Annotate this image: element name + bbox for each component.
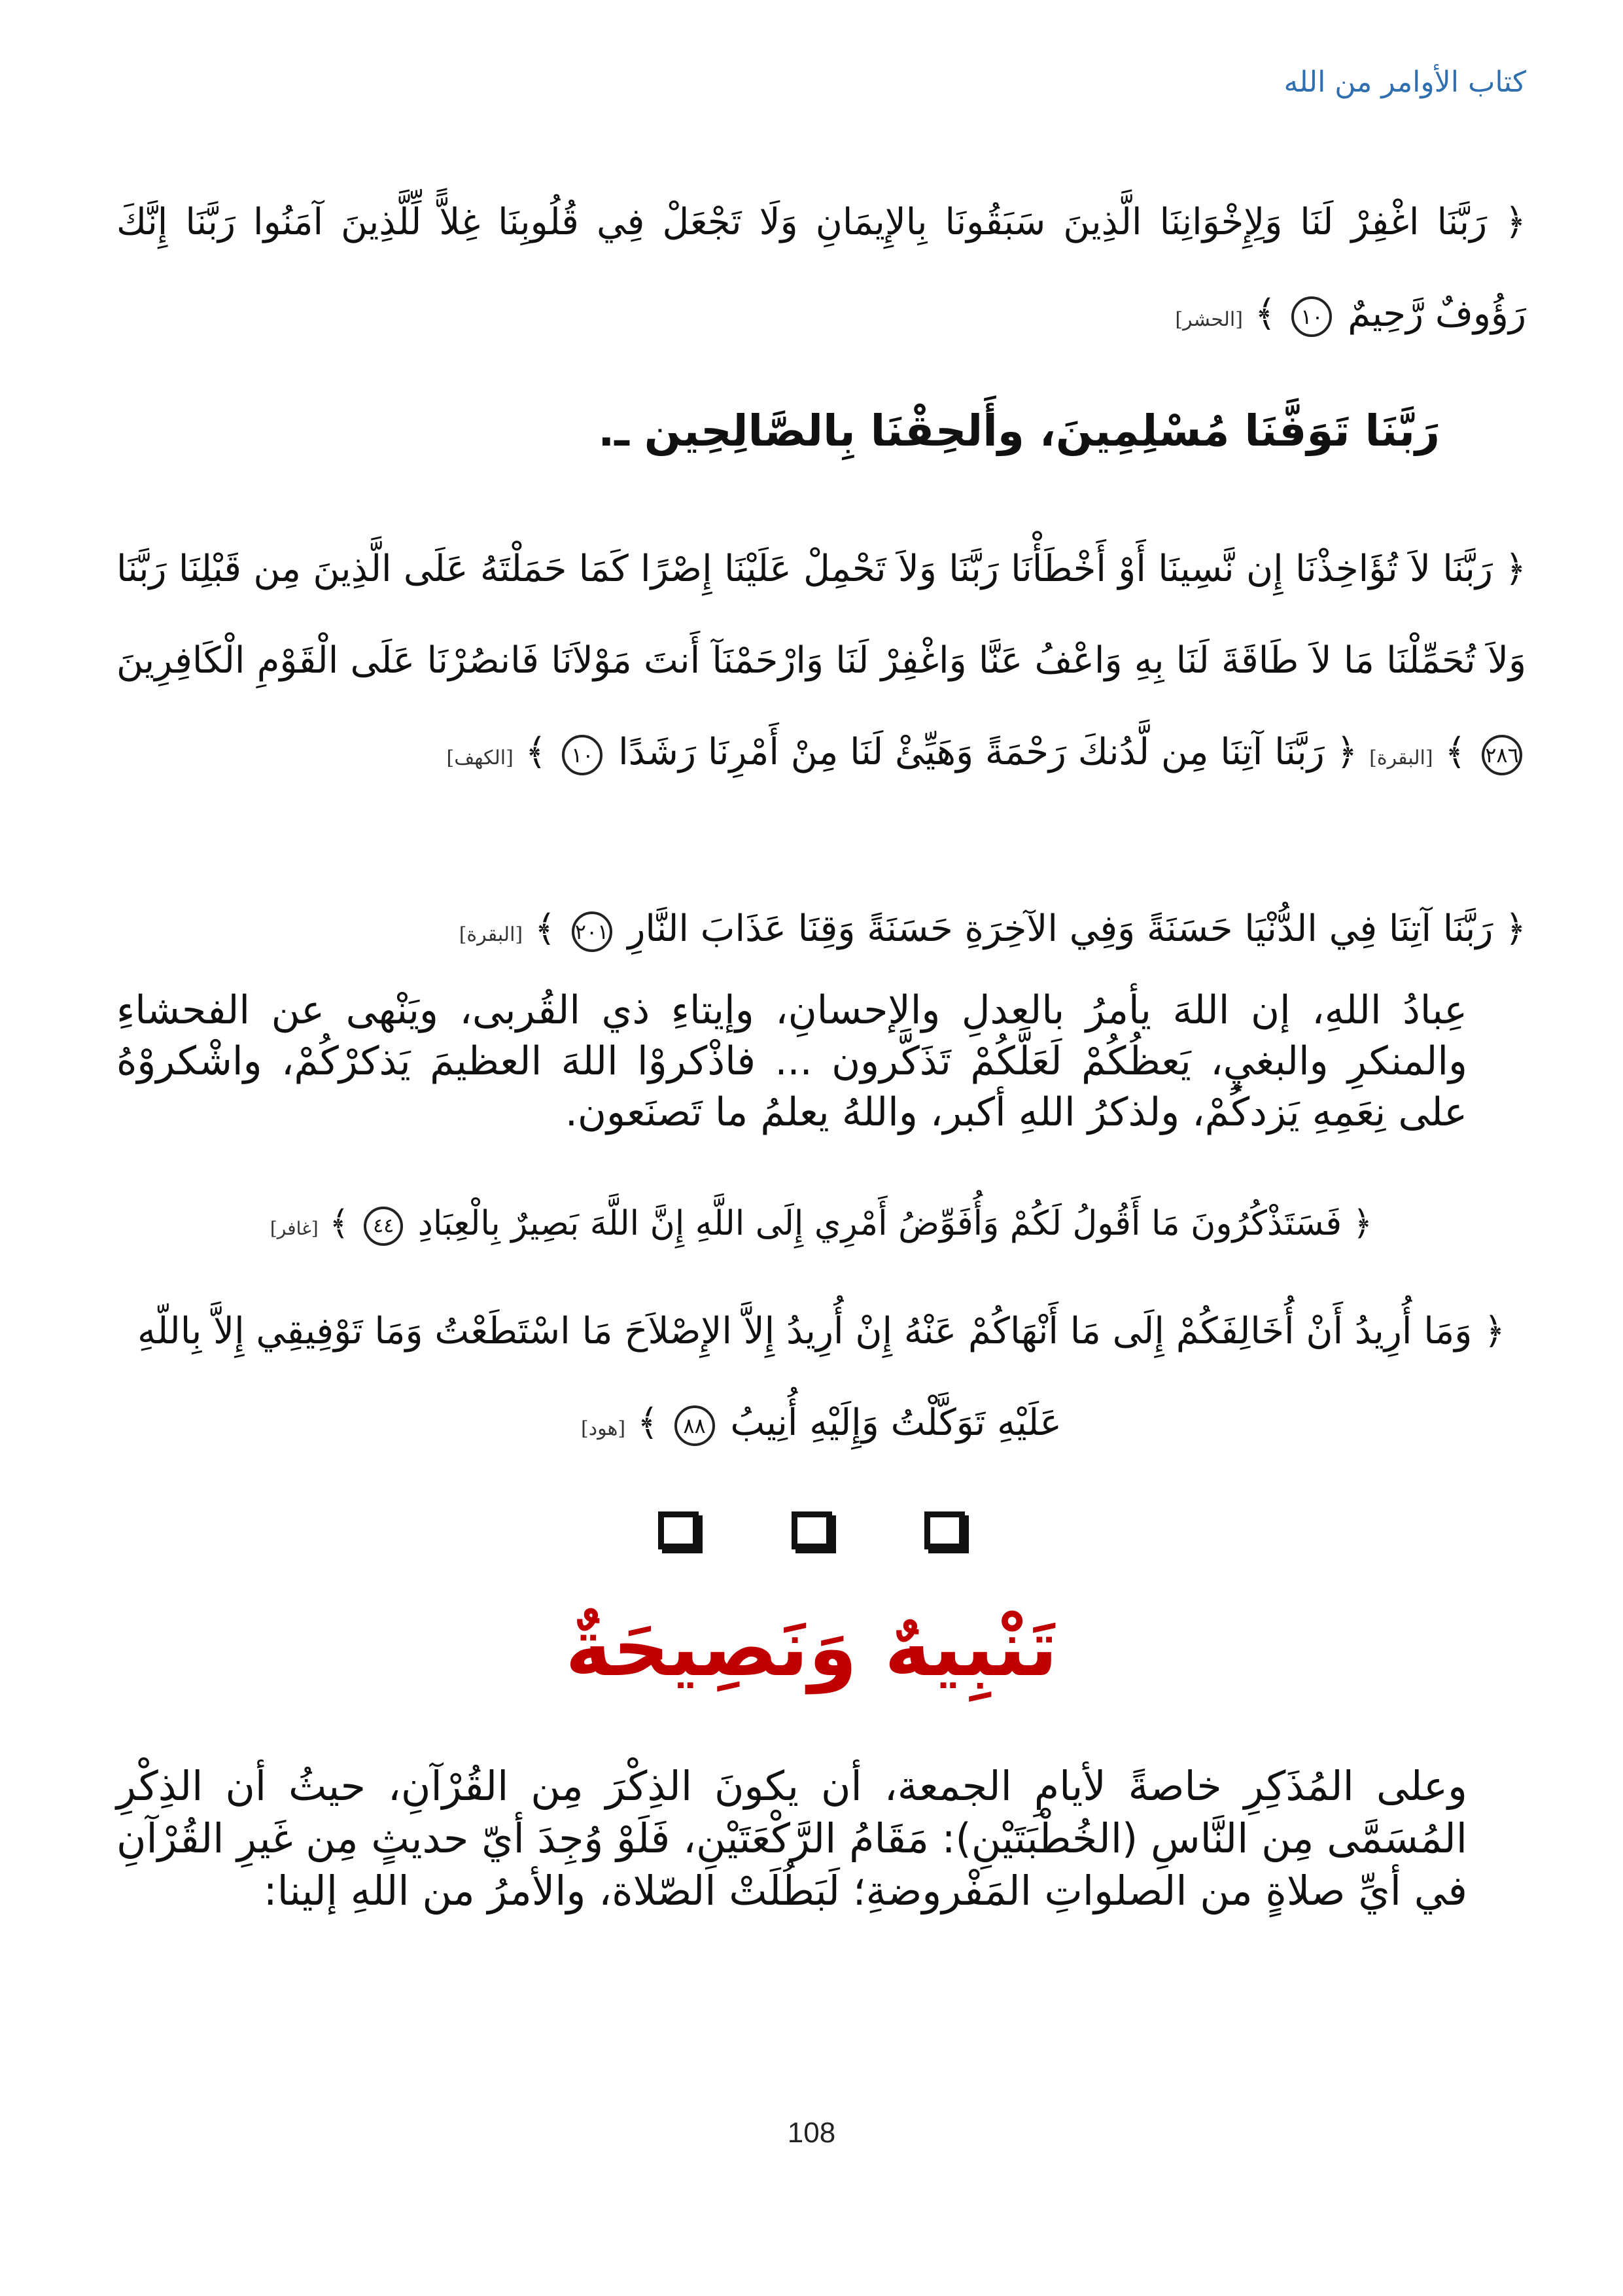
verse-text: ﴿ رَبَّنَا آتِنَا فِي الدُّنْيَا حَسَنَةً وَفِي الآخِرَةِ حَسَنَةً وَقِنَا عَذَابَ النَّارِ (627, 908, 1526, 950)
square-ornament-icon (658, 1511, 699, 1549)
paragraph-text: وعلى المُذَكِرِ خاصةً لأيامِ الجمعة، أن يكونَ الذِكْرَ مِن القُرْآنِ، حيثُ أن الذِكْرِ المُسَمَّى مِن النَّاسِ (الخُطْبَتَيْنِ): مَقَامُ الرَّكْعَتَيْنِ، فَلَوْ وُجِدَ أيّ حديثٍ مِن غَيرِ القُرْآنِ في أيِّ صلاةٍ من الصلواتِ المَفْروضةِ؛ لَبَطُلَتْ الصّلاة، والأمرُ من اللهِ إلينا: (116, 1762, 1467, 1915)
verse-close-bracket: ﴾ (525, 731, 547, 773)
verse-text: ﴿ رَبَّنَا آتِنَا مِن لَّدُنكَ رَحْمَةً وَهَيِّئْ لَنَا مِنْ أَمْرِنَا رَشَدًا (618, 731, 1358, 773)
square-ornament-icon (924, 1511, 965, 1549)
verse-close-bracket: ﴾ (1444, 731, 1467, 773)
surah-reference: [البقرة] (459, 923, 523, 946)
verse-al-kahf (447, 731, 1358, 773)
surah-reference: [البقرة] (1369, 747, 1433, 769)
paragraph-text: عِبادُ اللهِ، إن اللهَ يأمرُ بالعدلِ والإحسانِ، وإيتاءِ ذي القُربى، ويَنْهى عن الفحشاءِ والمنكرِ والبغيِ، يَعظُكُمْ لَعَلَّكُمْ تَذَكَّرون ... فاذْكروْا اللهَ العظيمَ يَذكرْكُمْ، واشْكروْهُ على نِعَمِهِ يَزدكُمْ، ولذكرُ اللهِ أكبر، واللهُ يعلمُ ما تَصنَعون. (116, 987, 1467, 1135)
verse-close-bracket: ﴾ (329, 1204, 349, 1243)
book-title: كتاب الأوامر من الله (1283, 65, 1526, 99)
verse-text: ﴿ فَسَتَذْكُرُونَ مَا أَقُولُ لَكُمْ وَأُفَوِّضُ أَمْرِي إِلَى اللَّهِ إِنَّ اللَّهَ بَصِيرٌ بِالْعِبَادِ (417, 1204, 1373, 1243)
verse-close-bracket: ﴾ (637, 1402, 659, 1444)
verse-number: ٨٨ (674, 1405, 715, 1446)
verse-text: ﴿ وَمَا أُرِيدُ أَنْ أُخَالِفَكُمْ إِلَى مَا أَنْهَاكُمْ عَنْهُ إِنْ أُرِيدُ إِلاَّ الإِصْلاَحَ مَا اسْتَطَعْتُ وَمَا تَوْفِيقِي إِلاَّ بِاللّهِ عَلَيْهِ تَوَكَّلْتُ وَإِلَيْهِ أُنِيبُ (137, 1310, 1505, 1444)
dua-heading: رَبَّنَا تَوَفَّنَا مُسْلِمِينَ، وأَلحِقْنَا بِالصَّالِحِين ـ. (598, 406, 1440, 456)
khutbah-closing-paragraph (116, 985, 1526, 1138)
verse-al-hashr (116, 177, 1526, 366)
verse-ghafir (116, 1184, 1526, 1268)
verse-number: ١٠ (1291, 296, 1332, 337)
surah-reference: [الكهف] (446, 747, 514, 769)
verse-close-bracket: ﴾ (1254, 292, 1276, 335)
verse-al-baqarah-201 (116, 883, 1526, 981)
surah-reference: [غافر] (270, 1218, 319, 1239)
verse-number: ٢٨٦ (1482, 735, 1522, 775)
verse-hud (116, 1286, 1526, 1475)
surah-reference: [هود] (581, 1417, 626, 1440)
verse-al-baqarah-286 (116, 523, 1526, 804)
verse-text: ﴿ رَبَّنَا لاَ تُؤَاخِذْنَا إِن نَّسِينَا أَوْ أَخْطَأْنَا رَبَّنَا وَلاَ تَحْمِلْ عَلَيْنَا إِصْرًا كَمَا حَمَلْتَهُ عَلَى الَّذِينَ مِن قَبْلِنَا رَبَّنَا وَلاَ تُحَمِّلْنَا مَا لاَ طَاقَةَ لَنَا بِهِ وَاعْفُ عَنَّا وَاغْفِرْ لَنَا وَارْحَمْنَآ أَنتَ مَوْلاَنَا فَانصُرْنَا عَلَى الْقَوْمِ الْكَافِرِينَ (116, 548, 1527, 682)
surah-reference: [الحشر] (1175, 308, 1243, 331)
verse-number: ١٠ (562, 735, 602, 775)
square-ornament-icon (792, 1511, 832, 1549)
section-title: تَنْبِيهٌ وَنَصِيحَةٌ (565, 1603, 1058, 1694)
verse-text: ﴿ رَبَّنَا اغْفِرْ لَنَا وَلِإِخْوَانِنَا الَّذِينَ سَبَقُونَا بِالإِيمَانِ وَلَا تَجْعَلْ فِي قُلُوبِنَا غِلاًّ لِّلَّذِينَ آمَنُوا رَبَّنَا إِنَّكَ رَؤُوفٌ رَّحِيمٌ (116, 201, 1526, 335)
advice-paragraph (116, 1760, 1526, 1917)
verse-number: ٤٤ (364, 1207, 403, 1246)
verse-number: ٢٠١ (572, 911, 612, 952)
verse-close-bracket: ﴾ (534, 908, 556, 950)
section-separator (0, 1511, 1623, 1552)
page-number: 108 (787, 2117, 836, 2149)
